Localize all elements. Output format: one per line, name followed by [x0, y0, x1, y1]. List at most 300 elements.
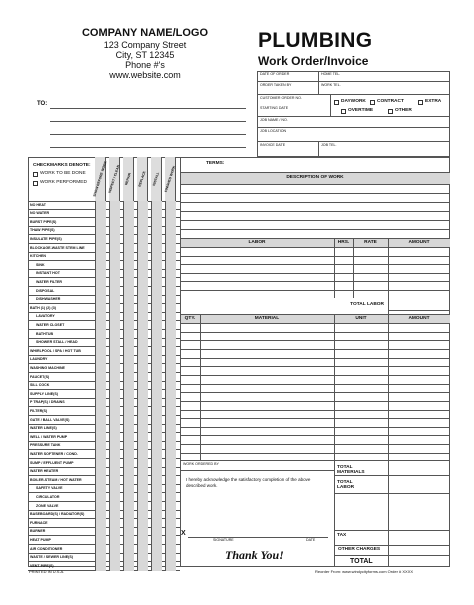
- item-check-cell[interactable]: [165, 511, 176, 520]
- labor-line[interactable]: [180, 281, 450, 282]
- item-check-cell[interactable]: [109, 373, 120, 382]
- item-check-cell[interactable]: [151, 339, 162, 348]
- item-check-cell[interactable]: [123, 321, 134, 330]
- item-check-cell[interactable]: [123, 347, 134, 356]
- item-check-cell[interactable]: [123, 450, 134, 459]
- item-check-cell[interactable]: [165, 390, 176, 399]
- item-check-cell[interactable]: [123, 459, 134, 468]
- item-check-cell[interactable]: [95, 519, 106, 528]
- item-check-cell[interactable]: [137, 270, 148, 279]
- item-check-cell[interactable]: [95, 253, 106, 262]
- item-check-cell[interactable]: [123, 407, 134, 416]
- material-line[interactable]: [180, 332, 450, 333]
- item-check-cell[interactable]: [151, 459, 162, 468]
- item-check-cell[interactable]: [165, 244, 176, 253]
- item-check-cell[interactable]: [95, 399, 106, 408]
- item-check-cell[interactable]: [151, 519, 162, 528]
- item-check-cell[interactable]: [151, 502, 162, 511]
- item-check-cell[interactable]: [137, 364, 148, 373]
- material-line[interactable]: [180, 340, 450, 341]
- item-check-cell[interactable]: [123, 511, 134, 520]
- material-line[interactable]: [180, 358, 450, 359]
- material-line[interactable]: [180, 375, 450, 376]
- item-check-cell[interactable]: [95, 407, 106, 416]
- item-check-cell[interactable]: [109, 468, 120, 477]
- item-check-cell[interactable]: [109, 364, 120, 373]
- item-check-cell[interactable]: [95, 433, 106, 442]
- item-check-cell[interactable]: [137, 287, 148, 296]
- item-check-cell[interactable]: [151, 296, 162, 305]
- item-check-cell[interactable]: [151, 287, 162, 296]
- item-check-cell[interactable]: [95, 416, 106, 425]
- item-check-cell[interactable]: [165, 287, 176, 296]
- item-check-cell[interactable]: [109, 416, 120, 425]
- invoice-date-label: INVOICE DATE: [260, 143, 286, 147]
- item-check-cell[interactable]: [137, 562, 148, 571]
- item-check-cell[interactable]: [151, 253, 162, 262]
- item-check-cell[interactable]: [95, 373, 106, 382]
- item-check-cell[interactable]: [165, 502, 176, 511]
- item-check-cell[interactable]: [95, 511, 106, 520]
- item-check-cell[interactable]: [109, 433, 120, 442]
- item-check-cell[interactable]: [109, 235, 120, 244]
- item-check-cell[interactable]: [137, 476, 148, 485]
- to-line-4[interactable]: [50, 147, 246, 148]
- item-check-cell[interactable]: [137, 536, 148, 545]
- extra-checkbox[interactable]: [418, 100, 423, 105]
- item-check-cell[interactable]: [151, 304, 162, 313]
- item-check-cell[interactable]: [123, 287, 134, 296]
- item-check-cell[interactable]: [123, 218, 134, 227]
- item-check-cell[interactable]: [95, 321, 106, 330]
- item-check-cell[interactable]: [109, 304, 120, 313]
- item-check-cell[interactable]: [109, 201, 120, 210]
- description-line[interactable]: [180, 211, 450, 212]
- item-check-cell[interactable]: [95, 287, 106, 296]
- material-line[interactable]: [180, 384, 450, 385]
- material-line[interactable]: [180, 453, 450, 454]
- item-check-cell[interactable]: [95, 313, 106, 322]
- item-check-cell[interactable]: [109, 425, 120, 434]
- item-check-cell[interactable]: [95, 235, 106, 244]
- item-check-cell[interactable]: [109, 545, 120, 554]
- item-check-cell[interactable]: [95, 278, 106, 287]
- item-check-cell[interactable]: [95, 468, 106, 477]
- item-check-cell[interactable]: [109, 278, 120, 287]
- other-checkbox[interactable]: [388, 109, 393, 114]
- item-check-cell[interactable]: [137, 433, 148, 442]
- item-check-cell[interactable]: [123, 278, 134, 287]
- item-check-cell[interactable]: [151, 511, 162, 520]
- item-check-cell[interactable]: [95, 502, 106, 511]
- item-check-cell[interactable]: [151, 278, 162, 287]
- item-check-cell[interactable]: [95, 459, 106, 468]
- item-check-cell[interactable]: [165, 554, 176, 563]
- item-check-cell[interactable]: [123, 339, 134, 348]
- description-line[interactable]: [180, 202, 450, 203]
- item-check-cell[interactable]: [151, 407, 162, 416]
- item-check-cell[interactable]: [123, 330, 134, 339]
- item-check-cell[interactable]: [123, 433, 134, 442]
- item-check-cell[interactable]: [151, 554, 162, 563]
- item-check-cell[interactable]: [95, 296, 106, 305]
- item-check-cell[interactable]: [165, 545, 176, 554]
- item-check-cell[interactable]: [95, 304, 106, 313]
- item-check-cell[interactable]: [109, 562, 120, 571]
- item-check-cell[interactable]: [123, 253, 134, 262]
- item-check-cell[interactable]: [165, 485, 176, 494]
- item-check-cell[interactable]: [137, 235, 148, 244]
- item-check-cell[interactable]: [151, 356, 162, 365]
- item-check-cell[interactable]: [123, 244, 134, 253]
- item-check-cell[interactable]: [95, 382, 106, 391]
- item-check-cell[interactable]: [137, 485, 148, 494]
- item-check-cell[interactable]: [109, 287, 120, 296]
- item-check-cell[interactable]: [165, 536, 176, 545]
- item-check-cell[interactable]: [165, 476, 176, 485]
- item-check-cell[interactable]: [165, 416, 176, 425]
- item-check-cell[interactable]: [123, 296, 134, 305]
- item-check-cell[interactable]: [137, 313, 148, 322]
- item-check-cell[interactable]: [151, 442, 162, 451]
- item-check-cell[interactable]: [137, 416, 148, 425]
- item-check-cell[interactable]: [137, 296, 148, 305]
- item-check-cell[interactable]: [95, 493, 106, 502]
- item-check-cell[interactable]: [123, 364, 134, 373]
- item-check-cell[interactable]: [151, 270, 162, 279]
- item-check-cell[interactable]: [109, 528, 120, 537]
- item-check-cell[interactable]: [165, 210, 176, 219]
- item-check-cell[interactable]: [151, 536, 162, 545]
- item-check-cell[interactable]: [123, 382, 134, 391]
- item-check-cell[interactable]: [165, 278, 176, 287]
- item-check-cell[interactable]: [95, 270, 106, 279]
- item-check-cell[interactable]: [123, 270, 134, 279]
- item-check-cell[interactable]: [109, 450, 120, 459]
- item-check-cell[interactable]: [165, 347, 176, 356]
- description-line[interactable]: [180, 220, 450, 221]
- item-check-cell[interactable]: [137, 468, 148, 477]
- labor-line[interactable]: [180, 290, 450, 291]
- item-check-cell[interactable]: [123, 356, 134, 365]
- item-check-cell[interactable]: [123, 201, 134, 210]
- item-check-cell[interactable]: [123, 502, 134, 511]
- item-check-cell[interactable]: [165, 459, 176, 468]
- item-check-cell[interactable]: [137, 201, 148, 210]
- material-line[interactable]: [180, 410, 450, 411]
- item-label: WHIRLPOOL / SPA / HOT TUB: [30, 348, 81, 353]
- item-check-cell[interactable]: [165, 528, 176, 537]
- item-check-cell[interactable]: [109, 399, 120, 408]
- item-check-cell[interactable]: [137, 330, 148, 339]
- item-check-cell[interactable]: [151, 399, 162, 408]
- item-check-cell[interactable]: [137, 210, 148, 219]
- item-check-cell[interactable]: [95, 210, 106, 219]
- item-check-cell[interactable]: [151, 227, 162, 236]
- item-check-cell[interactable]: [95, 442, 106, 451]
- material-line[interactable]: [180, 392, 450, 393]
- item-check-cell[interactable]: [151, 330, 162, 339]
- item-check-cell[interactable]: [151, 382, 162, 391]
- signature-label: SIGNATURE: [213, 538, 234, 542]
- item-check-cell[interactable]: [109, 493, 120, 502]
- item-check-cell[interactable]: [137, 347, 148, 356]
- item-check-cell[interactable]: [151, 218, 162, 227]
- item-check-cell[interactable]: [137, 390, 148, 399]
- item-check-cell[interactable]: [123, 476, 134, 485]
- item-check-cell[interactable]: [109, 270, 120, 279]
- item-check-cell[interactable]: [109, 218, 120, 227]
- item-check-cell[interactable]: [109, 459, 120, 468]
- item-check-cell[interactable]: [95, 425, 106, 434]
- item-check-cell[interactable]: [137, 425, 148, 434]
- description-line[interactable]: [180, 229, 450, 230]
- item-check-cell[interactable]: [165, 227, 176, 236]
- item-check-cell[interactable]: [151, 244, 162, 253]
- item-check-cell[interactable]: [165, 433, 176, 442]
- to-line-1[interactable]: [50, 108, 246, 109]
- item-check-cell[interactable]: [151, 468, 162, 477]
- item-check-cell[interactable]: [123, 399, 134, 408]
- item-check-cell[interactable]: [165, 364, 176, 373]
- item-row: [28, 554, 180, 563]
- item-check-cell[interactable]: [95, 536, 106, 545]
- item-check-cell[interactable]: [137, 450, 148, 459]
- item-check-cell[interactable]: [95, 476, 106, 485]
- item-check-cell[interactable]: [109, 330, 120, 339]
- item-check-cell[interactable]: [95, 261, 106, 270]
- item-check-cell[interactable]: [123, 545, 134, 554]
- item-check-cell[interactable]: [165, 468, 176, 477]
- material-line[interactable]: [180, 366, 450, 367]
- item-check-cell[interactable]: [95, 554, 106, 563]
- item-check-cell[interactable]: [165, 296, 176, 305]
- item-check-cell[interactable]: [165, 373, 176, 382]
- item-check-cell[interactable]: [109, 339, 120, 348]
- item-check-cell[interactable]: [165, 261, 176, 270]
- item-check-cell[interactable]: [123, 304, 134, 313]
- item-check-cell[interactable]: [151, 476, 162, 485]
- description-line[interactable]: [180, 193, 450, 194]
- item-check-cell[interactable]: [123, 227, 134, 236]
- item-check-cell[interactable]: [137, 442, 148, 451]
- item-check-cell[interactable]: [95, 485, 106, 494]
- item-check-cell[interactable]: [165, 304, 176, 313]
- item-check-cell[interactable]: [165, 442, 176, 451]
- item-label: BATHTUB: [36, 331, 54, 336]
- to-line-3[interactable]: [50, 134, 246, 135]
- item-check-cell[interactable]: [165, 519, 176, 528]
- material-line[interactable]: [180, 349, 450, 350]
- item-check-cell[interactable]: [165, 399, 176, 408]
- item-label: GATE / BALL VALVE(S): [30, 417, 70, 422]
- item-check-cell[interactable]: [95, 218, 106, 227]
- item-check-cell[interactable]: [165, 450, 176, 459]
- item-check-cell[interactable]: [95, 227, 106, 236]
- item-check-cell[interactable]: [109, 502, 120, 511]
- item-check-cell[interactable]: [151, 313, 162, 322]
- item-check-cell[interactable]: [151, 425, 162, 434]
- item-check-cell[interactable]: [95, 244, 106, 253]
- item-check-cell[interactable]: [137, 356, 148, 365]
- item-check-cell[interactable]: [109, 519, 120, 528]
- item-check-cell[interactable]: [137, 511, 148, 520]
- item-check-cell[interactable]: [137, 261, 148, 270]
- item-check-cell[interactable]: [123, 493, 134, 502]
- item-check-cell[interactable]: [165, 321, 176, 330]
- item-check-cell[interactable]: [151, 201, 162, 210]
- other-label: OTHER: [395, 108, 412, 113]
- item-label: SUPPLY LINE(S): [30, 391, 58, 396]
- item-check-cell[interactable]: [137, 528, 148, 537]
- item-check-cell[interactable]: [137, 493, 148, 502]
- item-check-cell[interactable]: [165, 382, 176, 391]
- item-check-cell[interactable]: [109, 261, 120, 270]
- item-check-cell[interactable]: [151, 364, 162, 373]
- item-check-cell[interactable]: [151, 450, 162, 459]
- labor-line[interactable]: [180, 273, 450, 274]
- item-check-cell[interactable]: [137, 218, 148, 227]
- item-check-cell[interactable]: [137, 321, 148, 330]
- item-check-cell[interactable]: [165, 270, 176, 279]
- item-check-cell[interactable]: [137, 373, 148, 382]
- item-check-cell[interactable]: [165, 493, 176, 502]
- item-check-cell[interactable]: [151, 493, 162, 502]
- item-check-cell[interactable]: [109, 253, 120, 262]
- item-check-cell[interactable]: [165, 330, 176, 339]
- material-line[interactable]: [180, 418, 450, 419]
- item-check-cell[interactable]: [137, 407, 148, 416]
- item-check-cell[interactable]: [137, 278, 148, 287]
- item-check-cell[interactable]: [151, 485, 162, 494]
- item-check-cell[interactable]: [137, 399, 148, 408]
- item-check-cell[interactable]: [109, 554, 120, 563]
- item-check-cell[interactable]: [95, 364, 106, 373]
- daywork-checkbox[interactable]: [334, 100, 339, 105]
- item-check-cell[interactable]: [151, 433, 162, 442]
- item-check-cell[interactable]: [123, 416, 134, 425]
- to-line-2[interactable]: [50, 121, 246, 122]
- material-line[interactable]: [180, 401, 450, 402]
- item-check-cell[interactable]: [151, 210, 162, 219]
- item-check-cell[interactable]: [123, 425, 134, 434]
- item-check-cell[interactable]: [137, 545, 148, 554]
- item-check-cell[interactable]: [95, 347, 106, 356]
- item-check-cell[interactable]: [165, 407, 176, 416]
- item-check-cell[interactable]: [109, 407, 120, 416]
- item-check-cell[interactable]: [151, 235, 162, 244]
- item-check-cell[interactable]: [151, 261, 162, 270]
- item-check-cell[interactable]: [109, 390, 120, 399]
- item-check-cell[interactable]: [123, 261, 134, 270]
- item-check-cell[interactable]: [151, 347, 162, 356]
- item-check-cell[interactable]: [151, 562, 162, 571]
- item-check-cell[interactable]: [109, 442, 120, 451]
- item-check-cell[interactable]: [109, 347, 120, 356]
- item-check-cell[interactable]: [165, 253, 176, 262]
- item-check-cell[interactable]: [109, 511, 120, 520]
- item-check-cell[interactable]: [95, 390, 106, 399]
- item-check-cell[interactable]: [137, 519, 148, 528]
- item-check-cell[interactable]: [123, 373, 134, 382]
- item-check-cell[interactable]: [137, 244, 148, 253]
- item-check-cell[interactable]: [123, 536, 134, 545]
- item-check-cell[interactable]: [137, 382, 148, 391]
- item-check-cell[interactable]: [95, 562, 106, 571]
- item-check-cell[interactable]: [123, 235, 134, 244]
- item-check-cell[interactable]: [109, 313, 120, 322]
- item-check-cell[interactable]: [137, 304, 148, 313]
- item-check-cell[interactable]: [137, 502, 148, 511]
- item-check-cell[interactable]: [137, 339, 148, 348]
- item-check-cell[interactable]: [151, 528, 162, 537]
- item-check-cell[interactable]: [137, 459, 148, 468]
- item-check-cell[interactable]: [123, 210, 134, 219]
- item-check-cell[interactable]: [123, 390, 134, 399]
- item-check-cell[interactable]: [165, 235, 176, 244]
- item-check-cell[interactable]: [151, 545, 162, 554]
- item-check-cell[interactable]: [137, 554, 148, 563]
- material-line[interactable]: [180, 435, 450, 436]
- item-check-cell[interactable]: [137, 253, 148, 262]
- item-check-cell[interactable]: [109, 244, 120, 253]
- item-check-cell[interactable]: [95, 201, 106, 210]
- item-check-cell[interactable]: [95, 330, 106, 339]
- item-check-cell[interactable]: [165, 313, 176, 322]
- item-check-cell[interactable]: [165, 562, 176, 571]
- item-check-cell[interactable]: [123, 528, 134, 537]
- labor-line[interactable]: [180, 256, 450, 257]
- item-check-cell[interactable]: [109, 210, 120, 219]
- item-check-cell[interactable]: [95, 545, 106, 554]
- item-check-cell[interactable]: [95, 339, 106, 348]
- item-check-cell[interactable]: [123, 554, 134, 563]
- material-line[interactable]: [180, 427, 450, 428]
- item-check-cell[interactable]: [95, 450, 106, 459]
- item-check-cell[interactable]: [151, 373, 162, 382]
- item-check-cell[interactable]: [123, 485, 134, 494]
- item-check-cell[interactable]: [109, 485, 120, 494]
- item-check-cell[interactable]: [123, 468, 134, 477]
- item-check-cell[interactable]: [165, 425, 176, 434]
- item-check-cell[interactable]: [151, 416, 162, 425]
- item-check-cell[interactable]: [109, 296, 120, 305]
- item-check-cell[interactable]: [165, 218, 176, 227]
- item-check-cell[interactable]: [95, 356, 106, 365]
- item-check-cell[interactable]: [137, 227, 148, 236]
- item-check-cell[interactable]: [165, 339, 176, 348]
- item-check-cell[interactable]: [109, 536, 120, 545]
- item-check-cell[interactable]: [123, 442, 134, 451]
- labor-line[interactable]: [180, 264, 450, 265]
- overtime-checkbox[interactable]: [341, 109, 346, 114]
- item-check-cell[interactable]: [95, 528, 106, 537]
- contract-checkbox[interactable]: [370, 100, 375, 105]
- item-check-cell[interactable]: [109, 321, 120, 330]
- material-line[interactable]: [180, 444, 450, 445]
- item-check-cell[interactable]: [165, 356, 176, 365]
- item-check-cell[interactable]: [123, 519, 134, 528]
- item-check-cell[interactable]: [123, 313, 134, 322]
- item-check-cell[interactable]: [165, 201, 176, 210]
- item-check-cell[interactable]: [109, 476, 120, 485]
- item-check-cell[interactable]: [151, 321, 162, 330]
- item-check-cell[interactable]: [109, 356, 120, 365]
- item-check-cell[interactable]: [151, 390, 162, 399]
- item-check-cell[interactable]: [109, 382, 120, 391]
- item-check-cell[interactable]: [123, 562, 134, 571]
- item-check-cell[interactable]: [109, 227, 120, 236]
